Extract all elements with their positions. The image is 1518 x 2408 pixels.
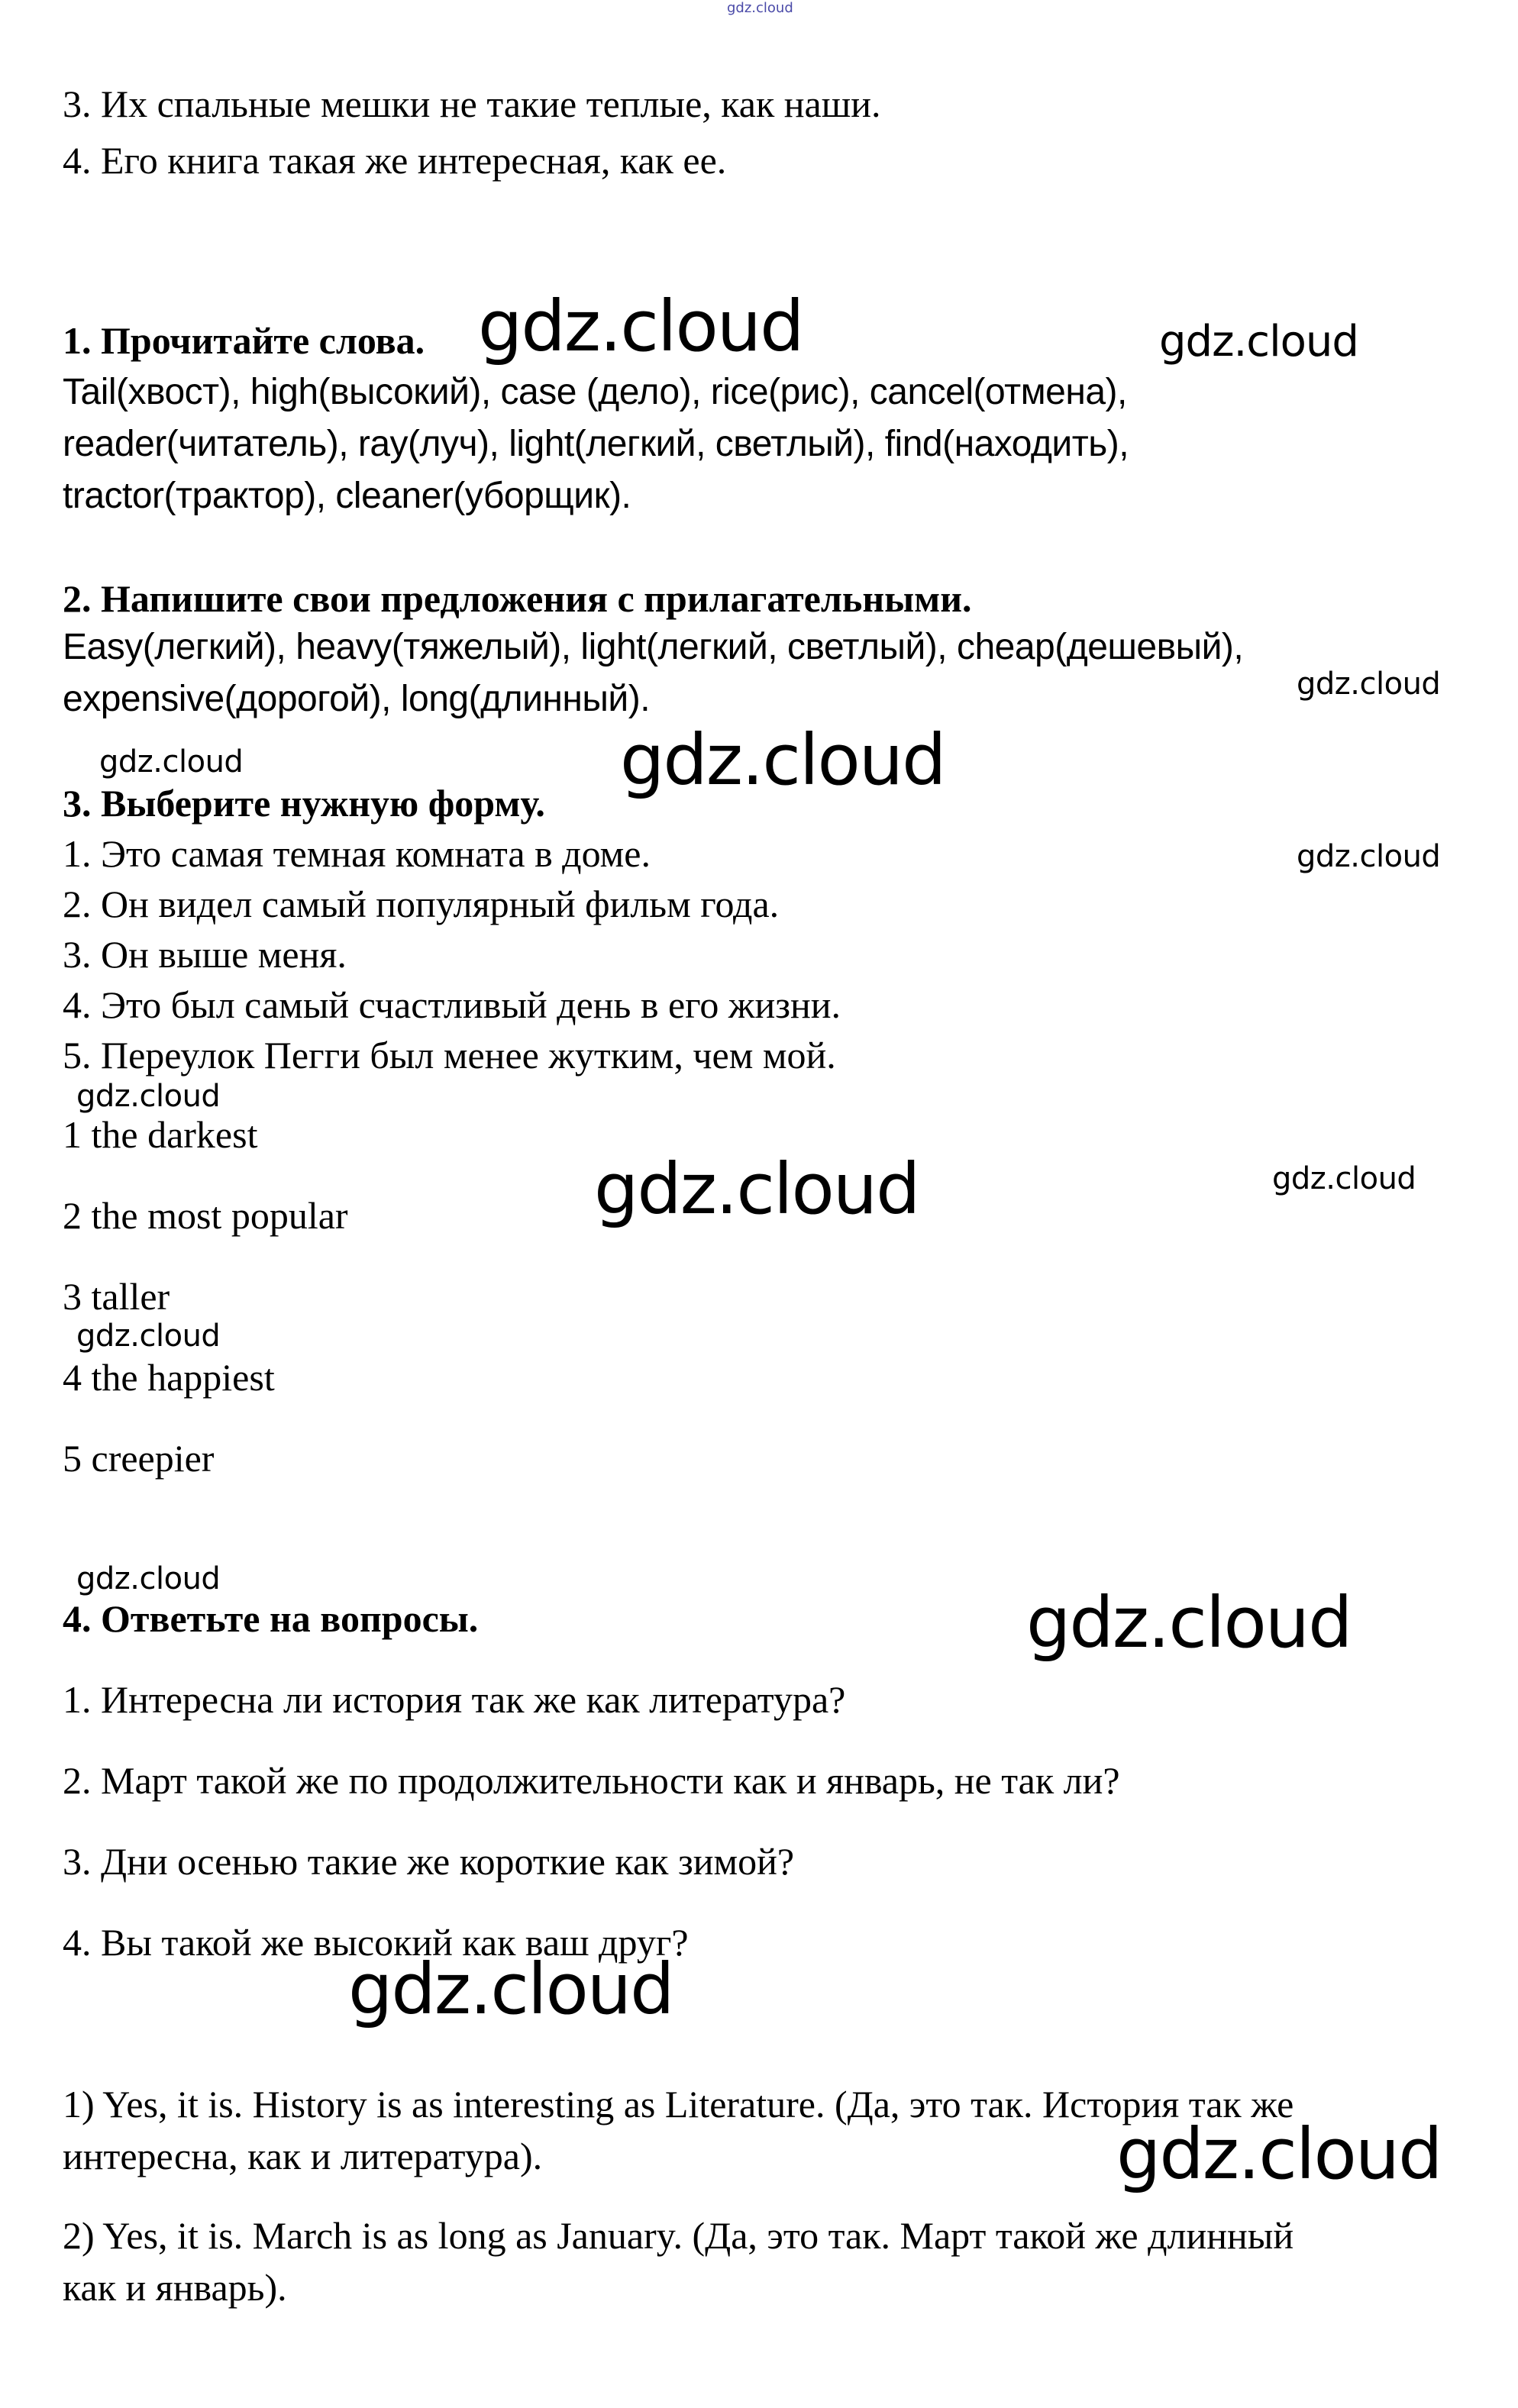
task3-answer: 1 the darkest [63, 1113, 258, 1156]
task3-answer: 5 creepier [63, 1437, 215, 1480]
watermark: gdz.cloud [478, 286, 803, 367]
task4-question: 3. Дни осенью такие же короткие как зимой? [63, 1840, 795, 1883]
task3-answer: 4 the happiest [63, 1356, 275, 1399]
task4-question: 2. Март такой же по продолжительности как и январь, не так ли? [63, 1759, 1120, 1802]
task3-sentence: 3. Он выше меня. [63, 933, 347, 976]
task1-line: tractor(трактор), cleaner(уборщик). [63, 476, 631, 516]
task4-heading: 4. Ответьте на вопросы. [63, 1597, 479, 1640]
watermark: gdz.cloud [1297, 667, 1441, 702]
task3-sentence: 1. Это самая темная комната в доме. [63, 832, 651, 875]
task3-sentence: 2. Он видел самый популярный фильм года. [63, 883, 780, 925]
task2-line: expensive(дорогой), long(длинный). [63, 679, 651, 719]
task2-line: Easy(легкий), heavy(тяжелый), light(легкий, светлый), cheap(дешевый), [63, 627, 1244, 667]
task1-line: Tail(хвост), high(высокий), case (дело), rice(рис), cancel(отмена), [63, 372, 1127, 412]
task3-answer: 2 the most popular [63, 1194, 348, 1237]
intro-line-3: 3. Их спальные мешки не такие теплые, как наши. [63, 82, 881, 125]
task3-sentence: 4. Это был самый счастливый день в его жизни. [63, 983, 841, 1026]
task1-heading: 1. Прочитайте слова. [63, 319, 425, 362]
watermark: gdz.cloud [1116, 2113, 1442, 2195]
task3-sentence: 5. Переулок Пегги был менее жутким, чем мой. [63, 1034, 836, 1076]
task3-answer: 3 taller [63, 1275, 170, 1318]
watermark-top: gdz.cloud [727, 0, 793, 16]
task4-answer-line: 2) Yes, it is. March is as long as January. (Да, это так. Март такой же длинный [63, 2214, 1294, 2257]
watermark: gdz.cloud [76, 1079, 221, 1114]
watermark: gdz.cloud [76, 1319, 221, 1354]
task2-heading: 2. Напишите свои предложения с прилагательными. [63, 577, 972, 620]
watermark: gdz.cloud [1026, 1582, 1352, 1664]
intro-line-4: 4. Его книга такая же интересная, как ее. [63, 139, 727, 182]
watermark: gdz.cloud [1272, 1161, 1416, 1196]
watermark: gdz.cloud [99, 744, 244, 780]
task4-question: 4. Вы такой же высокий как ваш друг? [63, 1921, 689, 1964]
task4-answer-line: как и январь). [63, 2266, 287, 2309]
task4-answer-line: интересна, как и литература). [63, 2135, 543, 2177]
watermark: gdz.cloud [1159, 317, 1358, 366]
watermark: gdz.cloud [76, 1561, 221, 1596]
task3-heading: 3. Выберите нужную форму. [63, 782, 545, 825]
watermark: gdz.cloud [594, 1148, 919, 1230]
task1-line: reader(читатель), ray(луч), light(легкий, светлый), find(находить), [63, 424, 1129, 464]
task4-answer-line: 1) Yes, it is. History is as interesting as Literature. (Да, это так. История так же [63, 2083, 1294, 2126]
watermark: gdz.cloud [348, 1948, 673, 2030]
task4-question: 1. Интересна ли история так же как литература? [63, 1678, 846, 1721]
watermark: gdz.cloud [1297, 839, 1441, 874]
watermark: gdz.cloud [620, 719, 945, 801]
